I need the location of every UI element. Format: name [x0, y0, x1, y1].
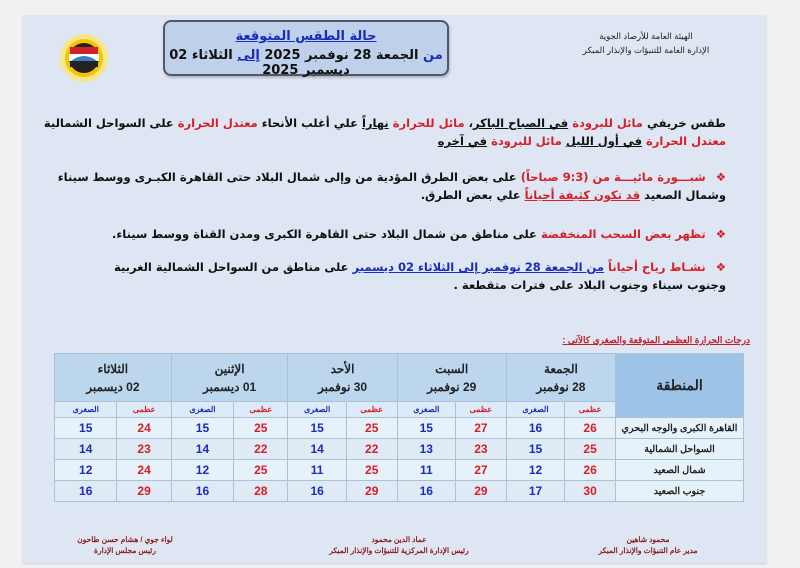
max-temp: 25: [346, 460, 397, 481]
region-name: السواحل الشمالية: [616, 439, 744, 460]
bullet-highlight: نشـاط رياح أحياناً: [608, 260, 706, 274]
day-header: [171, 354, 288, 402]
table-row: [55, 439, 744, 460]
bulletin-title: حالة الطقس المتوقعة: [235, 29, 377, 44]
max-temp: 23: [117, 439, 171, 460]
period-start: الجمعة 28 نوفمبر 2025: [264, 48, 419, 63]
org-name: الهيئة العامة للأرصاد الجوية: [599, 31, 693, 41]
max-label: عظمى: [455, 402, 506, 418]
min-label: الصغرى: [397, 402, 455, 418]
region-name: القاهرة الكبرى والوجه البحري: [616, 418, 744, 439]
day-name: السبت: [435, 361, 469, 376]
max-temp: 29: [346, 481, 397, 502]
intro-highlight: مائل للحرارة: [392, 116, 465, 130]
max-label: عظمى: [346, 402, 397, 418]
day-date: 30 نوفمبر: [317, 379, 368, 394]
min-label: الصغرى: [171, 402, 233, 418]
bullet-icon: ❖: [715, 260, 726, 274]
intro-highlight: معتدل الحرارة: [177, 116, 258, 130]
min-temp: 12: [171, 460, 233, 481]
min-temp: 15: [288, 418, 346, 439]
bullet-text: على مناطق من شمال البلاد حتى القاهرة الكبرى ومدن القناة ووسط سيناء.: [112, 227, 537, 241]
bullet-text: وشمال الصعيد: [644, 188, 726, 202]
intro-text: في أول الليل: [565, 134, 642, 148]
intro-highlight: معتدل الحرارة: [646, 134, 726, 148]
min-temp: 16: [506, 418, 564, 439]
intro-text: علي أغلب الأنحاء: [261, 116, 358, 130]
min-temp: 15: [397, 418, 455, 439]
region-header: المنطقة: [616, 354, 744, 418]
signature-title: رئيس الإدارة المركزية للتنبؤات والإنذار المبكر: [329, 546, 469, 555]
max-temp: 23: [455, 439, 506, 460]
bullet-wind: [36, 258, 726, 294]
max-temp: 24: [117, 460, 171, 481]
day-name: الثلاثاء: [97, 361, 129, 376]
bullet-date-range: من الجمعة 28 نوفمبر إلى الثلاثاء 02 ديسمبر: [352, 260, 604, 274]
bullet-clouds: [36, 225, 726, 243]
day-date: 28 نوفمبر: [536, 379, 586, 394]
min-temp: 14: [55, 439, 117, 460]
title-box: [163, 20, 449, 76]
min-temp: 13: [397, 439, 455, 460]
min-label: الصغرى: [55, 402, 117, 418]
min-temp: 16: [288, 481, 346, 502]
intro-text: طقس خريفي: [646, 116, 726, 130]
min-label: الصغرى: [288, 402, 346, 418]
max-temp: 27: [455, 460, 506, 481]
region-name: جنوب الصعيد: [616, 481, 744, 502]
max-label: عظمى: [565, 402, 616, 418]
day-date: 29 نوفمبر: [427, 379, 477, 394]
min-temp: 16: [397, 481, 455, 502]
signature-name: لواء جوي / هشام حسن طاحون: [77, 535, 173, 544]
intro-highlight: مائل للبرودة: [572, 116, 643, 130]
bullet-highlight: تظهر بعض السحب المنخفضة: [540, 227, 706, 241]
min-temp: 17: [506, 481, 564, 502]
ema-logo-icon: [59, 33, 109, 83]
table-row: [55, 481, 744, 502]
intro-text: على السواحل الشمالية: [43, 116, 174, 130]
day-header: [397, 354, 506, 402]
max-temp: 22: [234, 439, 288, 460]
period-to: إلى: [237, 48, 260, 63]
bulletin-period: [165, 48, 447, 78]
max-temp: 28: [234, 481, 288, 502]
weather-bulletin-page: [23, 15, 766, 563]
min-temp: 15: [506, 439, 564, 460]
max-temp: 26: [565, 460, 616, 481]
max-temp: 24: [117, 418, 171, 439]
period-from: من: [423, 48, 443, 63]
day-name: الإثنين: [214, 361, 245, 376]
min-temp: 12: [506, 460, 564, 481]
min-temp: 16: [55, 481, 117, 502]
intro-paragraph: [36, 114, 726, 150]
bullet-text: وجنوب سيناء وجنوب البلاد على فترات متقطعة .: [453, 278, 726, 292]
min-temp: 15: [171, 418, 233, 439]
bullet-text: على بعض الطرق المؤدية من وإلى شمال البلاد حتى القاهرة الكبـرى ووسط سيناء: [57, 170, 517, 184]
day-date: 01 ديسمبر: [202, 379, 257, 394]
bullet-highlight: شبـــورة مائيـــة من (9:3 صباحاً): [520, 170, 706, 184]
bullet-fog: [36, 168, 726, 204]
table-row: [55, 418, 744, 439]
bullet-text: علي بعض الطرق.: [420, 188, 521, 202]
max-temp: 27: [455, 418, 506, 439]
bullet-highlight: قد تكون كثيفة أحياناً: [524, 188, 641, 202]
min-temp: 16: [171, 481, 233, 502]
intro-text: ،: [468, 116, 473, 130]
max-temp: 25: [234, 460, 288, 481]
min-temp: 14: [288, 439, 346, 460]
max-temp: 30: [565, 481, 616, 502]
intro-text: نهاراً: [361, 116, 389, 130]
max-temp: 25: [565, 439, 616, 460]
intro-text: في الصباح الباكر: [473, 116, 569, 130]
bullet-icon: ❖: [715, 227, 726, 241]
day-name: الجمعة: [543, 361, 578, 376]
day-header: [288, 354, 397, 402]
signature-title: رئيس مجلس الإدارة: [94, 546, 156, 555]
day-name: الأحد: [330, 361, 355, 376]
temperature-table: [54, 353, 744, 502]
table-caption: درجات الحرارة العظمى المتوقعة والصغرى كالآتى :: [562, 335, 750, 345]
signature-forecast-director: [548, 534, 748, 556]
max-temp: 29: [117, 481, 171, 502]
region-name: شمال الصعيد: [616, 460, 744, 481]
day-date: 02 ديسمبر: [86, 379, 140, 394]
bullet-icon: ❖: [715, 170, 726, 184]
max-temp: 26: [565, 418, 616, 439]
signature-name: عماد الدين محمود: [371, 535, 427, 544]
min-temp: 14: [171, 439, 233, 460]
bullet-text: على مناطق من السواحل الشمالية الغربية: [113, 260, 349, 274]
signature-central-director: [294, 534, 504, 556]
org-department: الإدارة العامة للتنبؤات والإنذار المبكر: [582, 45, 710, 55]
max-temp: 25: [346, 418, 397, 439]
signature-title: مدير عام التنبؤات والإنذار المبكر: [598, 546, 698, 555]
max-label: عظمى: [234, 402, 288, 418]
min-temp: 11: [397, 460, 455, 481]
min-temp: 15: [55, 418, 117, 439]
signature-name: محمود شاهين: [626, 535, 670, 544]
max-temp: 25: [234, 418, 288, 439]
max-temp: 22: [346, 439, 397, 460]
signature-chairman: [45, 534, 205, 556]
min-temp: 12: [55, 460, 117, 481]
intro-text: في آخره: [437, 134, 488, 148]
day-header: [506, 354, 615, 402]
min-label: الصغرى: [506, 402, 564, 418]
min-temp: 11: [288, 460, 346, 481]
max-temp: 29: [455, 481, 506, 502]
organization-header: [556, 29, 736, 57]
day-header: [55, 354, 172, 402]
table-row: [55, 460, 744, 481]
intro-highlight: مائل للبرودة: [491, 134, 562, 148]
max-label: عظمى: [117, 402, 171, 418]
period-end: الثلاثاء 02 ديسمبر 2025: [169, 48, 350, 78]
